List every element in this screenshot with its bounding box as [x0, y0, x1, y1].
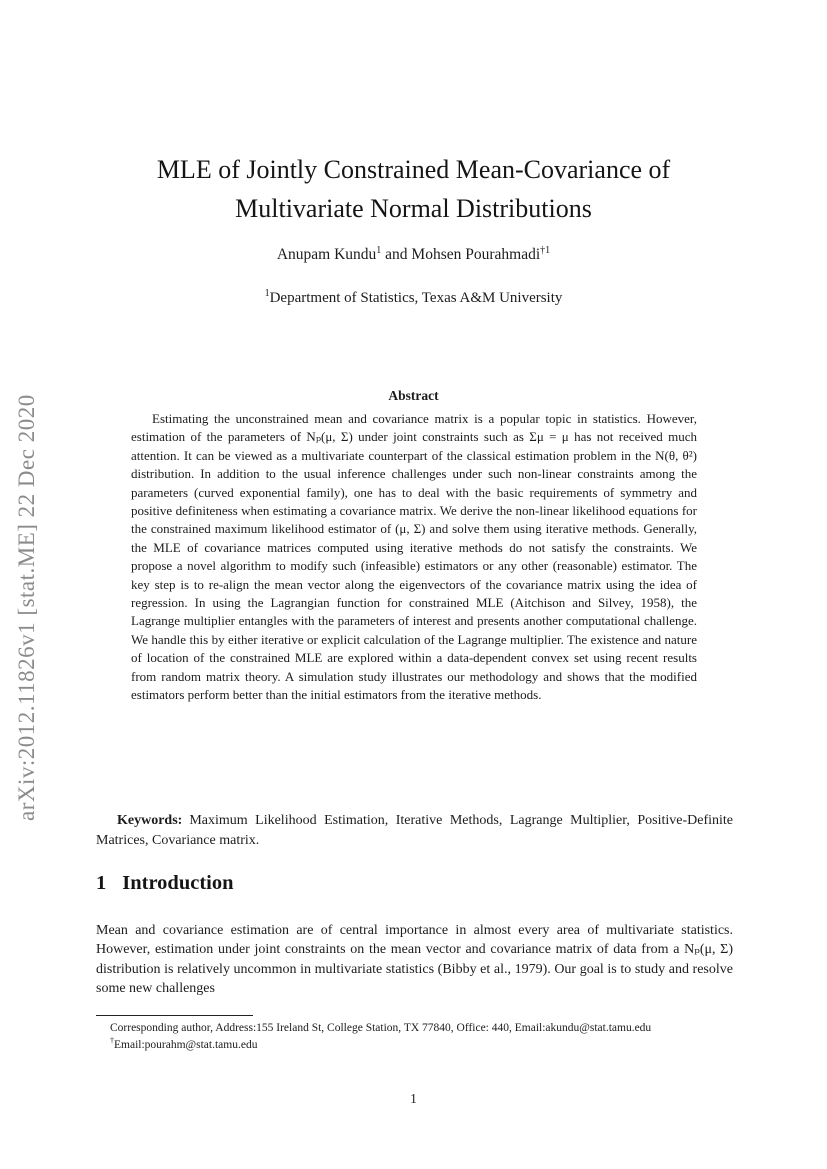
author-separator: and [385, 246, 408, 263]
introduction-paragraph: Mean and covariance estimation are of central importance in almost every area of multivariate statistics. However, estimation under joint constraints on the mean vector and covariance matrix of data from a Nₚ(μ, Σ) distribution is relatively uncommon in multivariate statistics (Bibby et al., 1979). Our goal is to study and resolve some new challenges [96, 923, 733, 997]
keywords-label: Keywords: [117, 813, 183, 828]
paper-title-line2: Multivariate Normal Distributions [235, 194, 592, 223]
abstract-heading: Abstract [388, 388, 439, 403]
author-line [0, 246, 827, 264]
section-1-number: 1 [96, 872, 107, 894]
page-number: 1 [410, 1091, 417, 1106]
section-1-heading [96, 872, 234, 895]
paper-title-line1: MLE of Jointly Constrained Mean-Covariance of [156, 155, 671, 184]
affiliation-mark: 1 [264, 288, 270, 299]
footnote-second-author-email [96, 1037, 733, 1054]
footnote-second-author-email-text: Email:pourahm@stat.tamu.edu [114, 1039, 258, 1052]
footnote-separator-rule [96, 1015, 253, 1016]
arxiv-watermark: arXiv:2012.11826v1 [stat.ME] 22 Dec 2020 [14, 394, 39, 822]
keywords-line [96, 811, 733, 850]
author-2: Mohsen Pourahmadi [411, 246, 541, 263]
abstract-text: Estimating the unconstrained mean and covariance matrix is a popular topic in statistics. However, estimation of the parameters of Nₚ(μ, Σ) under joint constraints such as Σμ = μ has not received much attention. It can be viewed as a multivariate counterpart of the classical estimation problem in the N(θ, θ²) distribution. In addition to the usual inference challenges under such non-linear constraints among the parameters (curved exponential family), one has to deal with the basic requirements of symmetry and positive definiteness when estimating a covariance matrix. We derive the non-linear likelihood equations for the constrained maximum likelihood estimator of (μ, Σ) and solve them using iterative methods. Generally, the MLE of covariance matrices computed using iterative methods do not satisfy the constraints. We propose a novel algorithm to modify such (infeasible) estimators or any other (reasonable) estimator. The key step is to re-align the mean vector along the eigenvectors of the covariance matrix using the idea of regression. In using the Lagrangian function for constrained MLE (Aitchison and Silvey, 1958), the Lagrange multiplier entangles with the parameters of interest and presents another computational challenge. We handle this by either iterative or explicit calculation of the Lagrange multiplier. The existence and nature of location of the constrained MLE are explored within a data-dependent convex set using recent results from random matrix theory. A simulation study illustrates our methodology and shows that the modified estimators perform better than the initial estimators from the iterative methods. [131, 411, 697, 703]
section-1-title: Introduction [122, 872, 234, 894]
footnotes-block [96, 1020, 733, 1055]
author-1: Anupam Kundu [276, 246, 377, 263]
affiliation-line [0, 290, 827, 307]
author-2-affiliation-mark: †1 [540, 244, 551, 256]
author-1-affiliation-mark: 1 [376, 244, 382, 256]
paper-title [0, 150, 827, 228]
footnote-corresponding-author: Corresponding author, Address:155 Ireland St, College Station, TX 77840, Office: 440, Email:akundu@stat.tamu.edu [110, 1022, 652, 1034]
keywords-text: Maximum Likelihood Estimation, Iterative Methods, Lagrange Multiplier, Positive-Definite Matrices, Covariance matrix. [96, 813, 733, 848]
affiliation-text: Department of Statistics, Texas A&M University [269, 290, 563, 306]
footnote-dagger-mark: † [110, 1036, 114, 1046]
